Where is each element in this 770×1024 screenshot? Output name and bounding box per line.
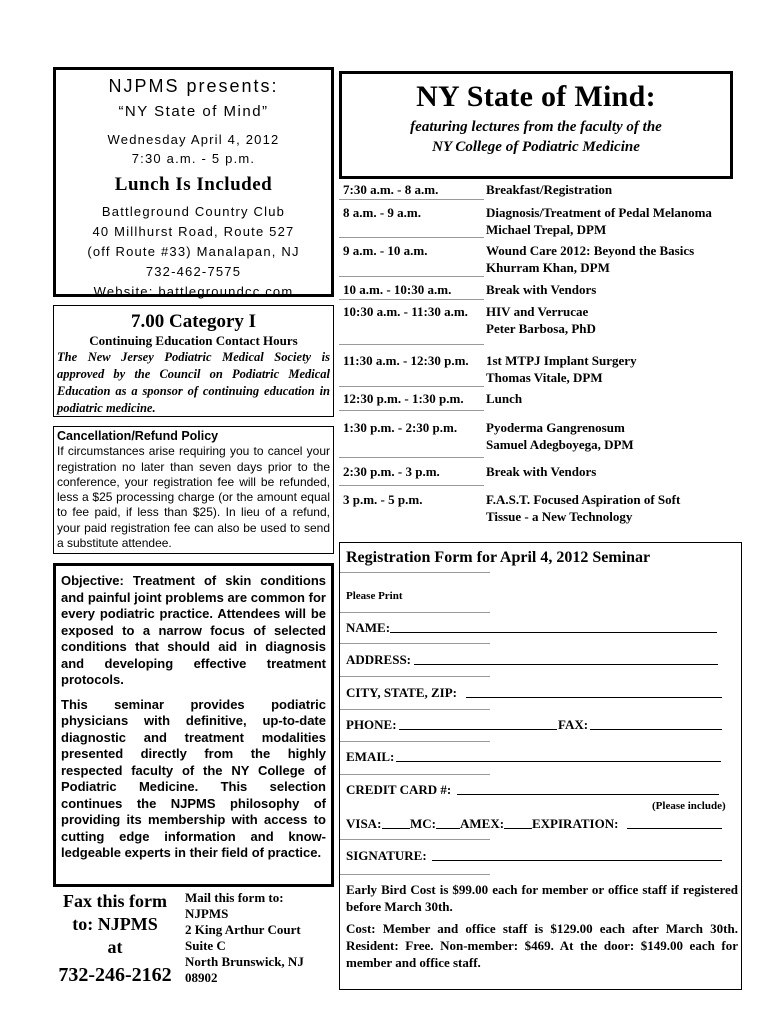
schedule-event: Pyoderma Gangrenosum xyxy=(486,420,625,435)
schedule-time: 11:30 a.m. - 12:30 p.m. xyxy=(343,353,469,368)
credit-card-label: CREDIT CARD #: xyxy=(346,782,452,797)
schedule-event: Diagnosis/Treatment of Pedal Melanoma xyxy=(486,205,712,220)
fax-line-3: at xyxy=(107,937,123,957)
schedule-event: F.A.S.T. Focused Aspiration of Soft xyxy=(486,492,681,507)
schedule-time: 1:30 p.m. - 2:30 p.m. xyxy=(343,420,458,435)
schedule-divider xyxy=(339,344,484,345)
mail-line-5: North Brunswick, NJ xyxy=(185,954,304,969)
mail-line-2: NJPMS xyxy=(185,906,229,921)
schedule-event: Lunch xyxy=(486,391,523,406)
fax-line-2: to: NJPMS xyxy=(72,914,158,934)
schedule-event: Break with Vendors xyxy=(486,464,597,479)
email-label: EMAIL: xyxy=(346,749,395,764)
seminar-description: This seminar provides podiatric physicians with definitive, up-to-date diagnostic and treatment modalities presented directly from the highly respected faculty of the NY College of Podiatric Medicine. This selection continues the NJPMS philosophy of providing its membership with access to cutting edge information and know-ledgeable experts in their field of practice. xyxy=(61,696,326,860)
schedule-event: 1st MTPJ Implant Surgery xyxy=(486,353,637,368)
ce-credits: 7.00 Category I xyxy=(130,311,257,332)
name-field[interactable] xyxy=(390,632,717,633)
schedule-time: 12:30 p.m. - 1:30 p.m. xyxy=(343,391,464,406)
email-field[interactable] xyxy=(396,761,721,762)
title-subtitle-1: featuring lectures from the faculty of the xyxy=(410,119,662,135)
fax-field[interactable] xyxy=(590,729,722,730)
form-divider xyxy=(340,741,490,742)
schedule-speaker: Michael Trepal, DPM xyxy=(486,222,607,237)
mc-label: MC: xyxy=(410,816,436,831)
form-divider xyxy=(340,839,490,840)
schedule-speaker: Thomas Vitale, DPM xyxy=(486,370,603,385)
fax-line-1: Fax this form xyxy=(63,891,167,911)
schedule-divider xyxy=(339,485,484,486)
schedule-time: 9 a.m. - 10 a.m. xyxy=(343,243,428,258)
mc-field[interactable] xyxy=(436,828,460,829)
schedule-time: 3 p.m. - 5 p.m. xyxy=(343,492,423,507)
amex-field[interactable] xyxy=(504,828,532,829)
mail-line-4: Suite C xyxy=(185,938,226,953)
schedule-event: HIV and Verrucae xyxy=(486,304,589,319)
form-divider xyxy=(340,572,490,573)
venue-address-2: (off Route #33) Manalapan, NJ xyxy=(87,244,300,259)
event-date-time xyxy=(56,130,331,168)
schedule-divider xyxy=(339,386,484,387)
registration-form xyxy=(339,542,742,990)
schedule-time: 7:30 a.m. - 8 a.m. xyxy=(343,182,439,197)
cancellation-title: Cancellation/Refund Policy xyxy=(57,429,219,443)
title-subtitle xyxy=(342,117,730,157)
mail-line-1: Mail this form to: xyxy=(185,890,284,905)
mail-line-3: 2 King Arthur Court xyxy=(185,922,301,937)
event-date: Wednesday April 4, 2012 xyxy=(107,132,280,147)
schedule-time: 10:30 a.m. - 11:30 a.m. xyxy=(343,304,468,319)
city-state-zip-field[interactable] xyxy=(466,697,722,698)
form-divider xyxy=(340,676,490,677)
please-print: Please Print xyxy=(346,590,403,602)
early-bird-cost: Early Bird Cost is $99.00 each for member or office staff if registered before March 30th. xyxy=(346,882,738,914)
form-divider xyxy=(340,612,490,613)
schedule-time: 8 a.m. - 9 a.m. xyxy=(343,205,421,220)
schedule-divider xyxy=(339,457,484,458)
regular-cost: Cost: Member and office staff is $129.00 each after March 30th. Resident: Free. Non-member: $469. At the door: $149.00 each for member and office staff. xyxy=(346,921,738,970)
schedule-divider xyxy=(339,299,484,300)
schedule-divider xyxy=(339,410,484,411)
fax-info xyxy=(50,890,180,987)
schedule-event: Breakfast/Registration xyxy=(486,182,613,197)
schedule-speaker: Samuel Adegboyega, DPM xyxy=(486,437,634,452)
objective-text: Objective: Treatment of skin conditions and painful joint problems are common for every podiatric practice. Attendees will be exposed to a narrow focus of selected conditions that should aid in diagnosis and developing effective treatment protocols. xyxy=(61,573,326,687)
mail-line-6: 08902 xyxy=(185,970,218,985)
fax-number: 732-246-2162 xyxy=(58,964,172,986)
main-heading: NY State of Mind: xyxy=(416,80,656,113)
form-divider xyxy=(340,874,490,875)
signature-field[interactable] xyxy=(432,860,722,861)
expiration-field[interactable] xyxy=(627,828,722,829)
signature-label: SIGNATURE: xyxy=(346,848,427,863)
address-label: ADDRESS: xyxy=(346,652,412,667)
ce-credits-box xyxy=(53,305,334,417)
visa-label: VISA: xyxy=(346,816,382,831)
cost-info xyxy=(346,881,738,976)
fax-label: FAX: xyxy=(558,717,589,732)
venue-info xyxy=(56,202,331,302)
amex-label: AMEX: xyxy=(460,816,505,831)
schedule-time: 2:30 p.m. - 3 p.m. xyxy=(343,464,440,479)
form-divider xyxy=(340,774,490,775)
venue-website: Website: battlegroundcc.com xyxy=(93,284,294,299)
schedule-event: Break with Vendors xyxy=(486,282,597,297)
venue-phone: 732-462-7575 xyxy=(145,264,242,279)
title-subtitle-2: NY College of Podiatric Medicine xyxy=(432,139,640,155)
visa-field[interactable] xyxy=(382,828,410,829)
presents-line: NJPMS presents: xyxy=(108,76,279,96)
schedule-speaker: Tissue - a New Technology xyxy=(486,509,633,524)
registration-title: Registration Form for April 4, 2012 Seminar xyxy=(346,549,651,566)
event-header-box xyxy=(53,67,334,297)
please-include-note: (Please include) xyxy=(652,800,726,812)
ce-subtitle: Continuing Education Contact Hours xyxy=(89,333,298,348)
schedule-speaker: Khurram Khan, DPM xyxy=(486,260,610,275)
phone-label: PHONE: xyxy=(346,717,397,732)
schedule-divider xyxy=(339,237,484,238)
name-label: NAME: xyxy=(346,620,391,635)
cancellation-box xyxy=(53,426,334,554)
schedule-divider xyxy=(339,199,484,200)
lunch-included: Lunch Is Included xyxy=(114,174,273,195)
schedule-speaker: Peter Barbosa, PhD xyxy=(486,321,596,336)
city-state-zip-label: CITY, STATE, ZIP: xyxy=(346,685,458,700)
credit-card-field[interactable] xyxy=(457,794,719,795)
venue-address-1: 40 Millhurst Road, Route 527 xyxy=(92,224,295,239)
form-divider xyxy=(340,643,490,644)
venue-name: Battleground Country Club xyxy=(101,204,286,219)
mail-info xyxy=(185,890,335,986)
cancellation-text: If circumstances arise requiring you to cancel your registration no later than seven days prior to the conference, your registration fee will be refunded, less a $25 processing charge (or the amount equal to fee paid, if less than $25). In lieu of a refund, your paid registration fee can also be used to send a substitute attendee. xyxy=(57,444,330,551)
address-field[interactable] xyxy=(414,664,718,665)
event-time: 7:30 a.m. - 5 p.m. xyxy=(131,151,256,166)
objective-box xyxy=(53,563,334,887)
event-title-quote: “NY State of Mind” xyxy=(118,103,269,120)
title-box xyxy=(339,71,733,179)
expiration-label: EXPIRATION: xyxy=(532,816,619,831)
schedule-time: 10 a.m. - 10:30 a.m. xyxy=(343,282,452,297)
ce-text: The New Jersey Podiatric Medical Society is approved by the Council on Podiatric Medical Education as a sponsor of continuing education in podiatric medicine. xyxy=(57,350,330,415)
schedule-divider xyxy=(339,276,484,277)
form-divider xyxy=(340,709,490,710)
schedule-event: Wound Care 2012: Beyond the Basics xyxy=(486,243,695,258)
phone-field[interactable] xyxy=(399,729,557,730)
